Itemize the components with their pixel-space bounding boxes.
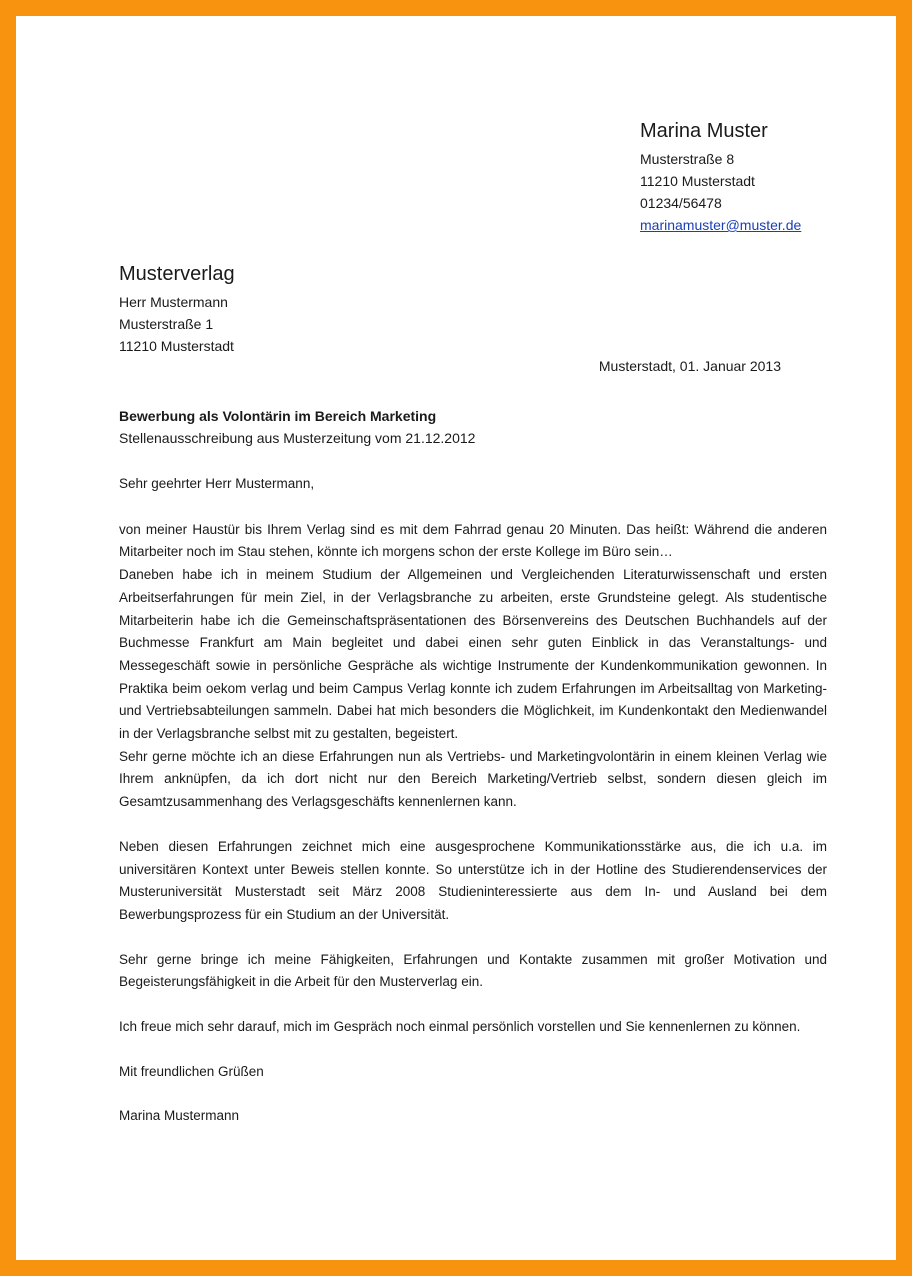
- closing: Mit freundlichen Grüßen: [119, 1063, 264, 1079]
- recipient-person: Herr Mustermann: [119, 294, 228, 310]
- paragraph-3: Sehr gerne möchte ich an diese Erfahrungen nun als Vertriebs- und Marketingvolontärin in einem kleinen Verlag wie Ihrem anknüpfen, da ich dort nicht nur den Bereich Marketing/Vertrieb selbst, sondern diesen gleich im Gesamtzusammenhang des Verlagsgeschäfts kennenlernen kann.: [119, 748, 827, 810]
- sender-city: 11210 Musterstadt: [640, 173, 755, 189]
- paragraph-5: Sehr gerne bringe ich meine Fähigkeiten, Erfahrungen und Kontakte zusammen mit großer Motivation und Begeisterungsfähigkeit in die Arbeit für den Musterverlag ein.: [119, 951, 827, 990]
- signature: Marina Mustermann: [119, 1108, 240, 1124]
- paragraph-1: von meiner Haustür bis Ihrem Verlag sind es mit dem Fahrrad genau 20 Minuten. Das heißt: Während die anderen Mitarbeiter noch im Stau stehen, könnte ich morgens schon der erste Kollege im Büro sein…: [119, 521, 827, 560]
- sender-street: Musterstraße 8: [640, 151, 735, 167]
- recipient-address: [119, 259, 235, 357]
- sender-email-link[interactable]: marinamuster@muster.de: [640, 217, 802, 233]
- paragraph-6: Ich freue mich sehr darauf, mich im Gespräch noch einmal persönlich vorstellen und Sie kennenlernen zu können.: [119, 1019, 801, 1035]
- subject-title: Bewerbung als Volontärin im Bereich Marketing: [119, 408, 437, 424]
- paragraph-4: Neben diesen Erfahrungen zeichnet mich eine ausgesprochene Kommunikationsstärke aus, die ich u.a. im universitären Kontext unter Beweis stellen konnte. So unterstütze ich in der Hotline des Studierendenservices der Musteruniversität Musterstadt seit März 2008 Studieninteressierte aus dem In- und Ausland bei dem Bewerbungsprozess für ein Studium an der Universität.: [119, 838, 827, 922]
- recipient-street: Musterstraße 1: [119, 316, 214, 332]
- sender-name: Marina Muster: [640, 120, 768, 142]
- recipient-company: Musterverlag: [119, 263, 235, 285]
- salutation: Sehr geehrter Herr Mustermann,: [119, 476, 315, 491]
- paragraph-2: Daneben habe ich in meinem Studium der Allgemeinen und Vergleichenden Literaturwissenschaft und ersten Arbeitserfahrungen für mein Ziel, in der Verlagsbranche zu arbeiten, erste Grundsteine gelegt. Als studentische Mitarbeiterin habe ich die Gemeinschaftspräsentationen des Börsenvereins des Deutschen Buchhandels auf der Buchmesse Frankfurt am Main begleitet und dabei einen sehr guten Einblick in das Veranstaltungs- und Messegeschäft sowie in persönliche Gespräche als wichtige Instrumente der Kundenkommunikation gewonnen. In Praktika beim oekom verlag und beim Campus Verlag konnte ich zudem Erfahrungen im Arbeitsalltag von Marketing- und Vertriebsabteilungen sammeln. Dabei hat mich besonders die Möglichkeit, im Kundenkontakt den Medienwandel in der Verlagsbranche selbst mit zu gestalten, begeistert.: [119, 567, 827, 742]
- sender-address: [640, 116, 801, 236]
- letter-body: [119, 473, 827, 1128]
- sender-phone: 01234/56478: [640, 195, 722, 211]
- recipient-city: 11210 Musterstadt: [119, 338, 234, 354]
- letter-date: Musterstadt, 01. Januar 2013: [598, 358, 781, 374]
- subject-block: [119, 405, 475, 449]
- subject-reference: Stellenausschreibung aus Musterzeitung vom 21.12.2012: [119, 430, 476, 446]
